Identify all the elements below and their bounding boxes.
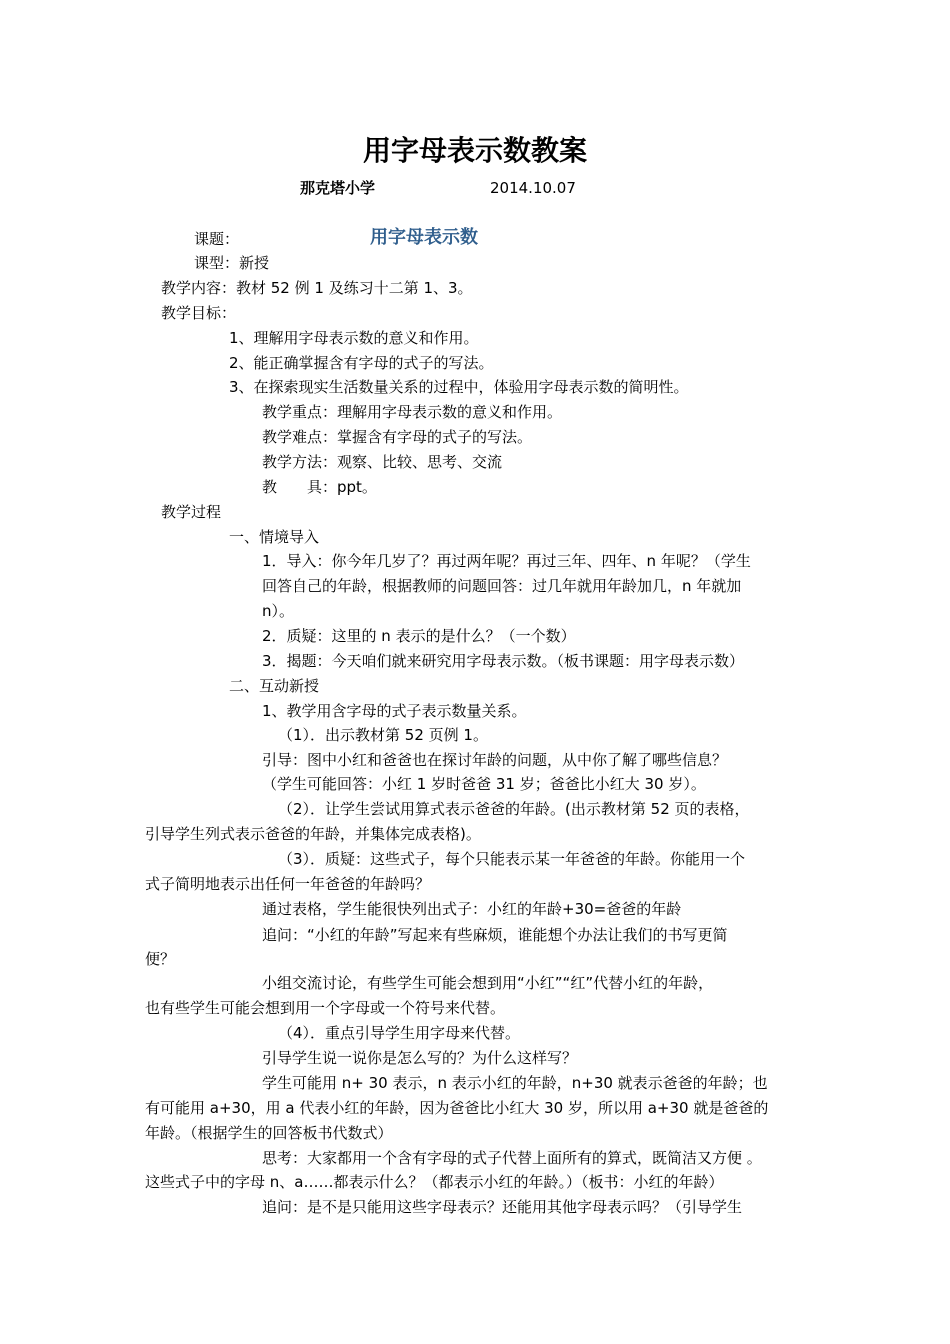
text-line: （学生可能回答：小红 1 岁时爸爸 31 岁；爸爸比小红大 30 岁）。 bbox=[262, 775, 706, 793]
text-line: 式子简明地表示出任何一年爸爸的年龄吗？ bbox=[145, 875, 431, 893]
text-line: 教学目标： bbox=[161, 304, 237, 322]
text-line: （2）．让学生尝试用算式表示爸爸的年龄。(出示教材第 52 页的表格， bbox=[278, 800, 750, 818]
text-line: 一、情境导入 bbox=[229, 528, 320, 546]
school-name: 那克塔小学 bbox=[300, 179, 376, 197]
text-line: 这些式子中的字母 n、a……都表示什么？（都表示小红的年龄。）（板书：小红的年龄） bbox=[145, 1173, 724, 1191]
text-line: 通过表格，学生能很快列出式子：小红的年龄+30=爸爸的年龄 bbox=[262, 900, 682, 918]
text-line: （1）．出示教材第 52 页例 1。 bbox=[278, 726, 488, 744]
document-title: 用字母表示数教案 bbox=[362, 134, 587, 167]
text-line: 1．导入：你今年几岁了？再过两年呢？再过三年、四年、n 年呢？（学生 bbox=[262, 552, 751, 570]
text-line: 教学方法：观察、比较、思考、交流 bbox=[262, 453, 503, 471]
text-line: 引导：图中小红和爸爸也在探讨年龄的问题，从中你了解了哪些信息？ bbox=[262, 751, 728, 769]
text-line: 便？ bbox=[145, 950, 176, 968]
text-line: 课型：新授 bbox=[194, 254, 270, 272]
text-line: 2、能正确掌握含有字母的式子的写法。 bbox=[229, 354, 494, 372]
text-line: 二、互动新授 bbox=[229, 677, 320, 695]
text-line: 3、在探索现实生活数量关系的过程中，体验用字母表示数的简明性。 bbox=[229, 378, 689, 396]
text-line: 思考：大家都用一个含有字母的式子代替上面所有的算式，既简洁又方便 。 bbox=[262, 1149, 762, 1167]
subject-label: 课题： bbox=[194, 230, 240, 248]
subject-title: 用字母表示数 bbox=[370, 227, 478, 248]
text-line: 教学内容：教材 52 例 1 及练习十二第 1、3。 bbox=[161, 279, 473, 297]
text-line: 教学难点：掌握含有字母的式子的写法。 bbox=[262, 428, 533, 446]
text-line: 也有些学生可能会想到用一个字母或一个符号来代替。 bbox=[145, 999, 506, 1017]
text-line: 教学过程 bbox=[161, 503, 222, 521]
text-line: （4）．重点引导学生用字母来代替。 bbox=[278, 1024, 521, 1042]
text-line: 学生可能用 n+ 30 表示，n 表示小红的年龄，n+30 就表示爸爸的年龄；也 bbox=[262, 1074, 768, 1092]
text-line: 年龄。（根据学生的回答板书代数式） bbox=[145, 1124, 393, 1142]
text-line: 教 具：ppt。 bbox=[262, 478, 377, 496]
text-line: 引导学生说一说你是怎么写的？为什么这样写？ bbox=[262, 1049, 578, 1067]
text-line: 2．质疑：这里的 n 表示的是什么？（一个数） bbox=[262, 627, 576, 645]
text-line: 3．揭题：今天咱们就来研究用字母表示数。（板书课题：用字母表示数） bbox=[262, 652, 745, 670]
text-line: 教学重点：理解用字母表示数的意义和作用。 bbox=[262, 403, 563, 421]
text-line: 有可能用 a+30，用 a 代表小红的年龄，因为爸爸比小红大 30 岁，所以用 a+30 就是爸爸的 bbox=[145, 1099, 769, 1117]
text-line: 1、理解用字母表示数的意义和作用。 bbox=[229, 329, 479, 347]
text-line: 追问：是不是只能用这些字母表示？还能用其他字母表示吗？（引导学生 bbox=[262, 1198, 743, 1216]
date: 2014.10.07 bbox=[490, 179, 576, 197]
text-line: 引导学生列式表示爸爸的年龄，并集体完成表格)。 bbox=[145, 825, 481, 843]
text-line: 1、教学用含字母的式子表示数量关系。 bbox=[262, 702, 527, 720]
text-line: 回答自己的年龄，根据教师的问题回答：过几年就用年龄加几，n 年就加 bbox=[262, 577, 742, 595]
text-line: （3）．质疑：这些式子，每个只能表示某一年爸爸的年龄。你能用一个 bbox=[278, 850, 746, 868]
text-line: n）。 bbox=[262, 602, 295, 620]
text-line: 追问：“小红的年龄”写起来有些麻烦，谁能想个办法让我们的书写更简 bbox=[262, 926, 728, 944]
text-line: 小组交流讨论，有些学生可能会想到用“小红”“红”代替小红的年龄， bbox=[262, 974, 714, 992]
